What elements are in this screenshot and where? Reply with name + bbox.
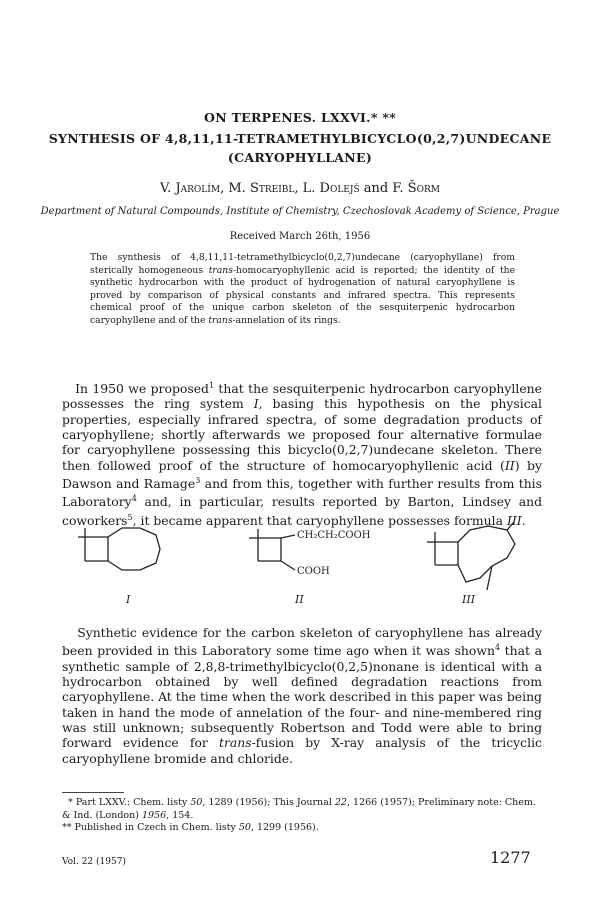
author-sep-2: , (294, 181, 299, 196)
page-number: 1277 (490, 848, 531, 867)
p1-em-1: I (253, 396, 259, 412)
footnote-2: ** Published in Czech in Chem. listy 50, 1299 (1956). (62, 822, 319, 833)
author-sep-1: , (220, 181, 225, 196)
affiliation: Department of Natural Compounds, Institute of Chemistry, Czechoslovak Academy of Science, Prague (40, 206, 560, 217)
p1-em-2: II (504, 457, 515, 473)
title-line-1: ON TERPENES. LXXVI.* ** (204, 110, 396, 125)
footnote-1: * Part LXXV.: Chem. listy 50, 1289 (1956); This Journal 22, 1266 (1957); Preliminary note: Chem. & Ind. (London) 1956, 154. (62, 797, 536, 821)
p2-text-1: Synthetic evidence for the carbon skeleton of caryophyllene has already been provided in this Laboratory some time ago when it was shown (62, 625, 542, 659)
received-date: Received March 26th, 1956 (229, 231, 371, 242)
p2-text-2: that a synthetic sample of 2,8,8-trimethylbicyclo(0,2,5)nonane is identical with a hydrocarbon obtained by well defined degradation reactions from caryophyllene. At the time when the work described in this paper was being taken in hand the mode of annelation of the four- and nine-membered ring was still unknown; subsequently Robertson and Todd were able to bring forward evidence for (62, 643, 542, 751)
abstract-part-2: -homocaryophyllenic acid is reported; the identity of the synthetic hydrocarbon with the product of hydrogenation of natural caryophyllene is proved by comparison of physical constants and infrared spectra. This represents chemical proof of the unique carbon skeleton of the sesquiterpenic hydrocarbon caryophyllene and of the (90, 264, 516, 326)
substituent-top: CH₂CH₂COOH (297, 530, 371, 541)
p2-em-1: trans (218, 735, 252, 751)
author-1-surname: Jarolím (175, 181, 221, 196)
footnote-rule (62, 792, 124, 793)
abstract-part-3: -annelation of its rings. (232, 314, 341, 326)
p1-ref-3: 4 (131, 494, 137, 504)
p1-text-2: that the sesquiterpenic hydrocarbon caryophyllene possesses the ring system (62, 381, 542, 412)
abstract-part-1: The synthesis of 4,8,11,11-tetramethylbicyclo(0,2,7)undecane (caryophyllane) from sterically homogeneous (90, 252, 515, 276)
p1-text-4: ) by Dawson and Ramage (62, 457, 542, 492)
title-line-3: (CARYOPHYLLANE) (227, 150, 373, 165)
volume-info: Vol. 22 (1957) (62, 857, 126, 867)
structure-III-drawing (427, 522, 515, 590)
p2-ref-1: 4 (494, 643, 501, 653)
abstract-em-1: trans (208, 264, 233, 276)
p2-text-3: -fusion by X-ray analysis of the tricyclic caryophyllene bromide and chloride. (62, 735, 542, 766)
p1-ref-1: 1 (208, 381, 215, 390)
p1-text-6: and, in particular, results reported by Barton, Lindsey and coworkers (62, 494, 542, 528)
author-4-surname: Šorm (407, 181, 440, 196)
author-and: and (363, 181, 389, 196)
p1-text-1: In 1950 we proposed (75, 381, 209, 397)
author-1-initial: V. (160, 181, 172, 196)
author-2-initial: M. (228, 181, 246, 196)
author-2-surname: Streibl (249, 181, 295, 196)
footnotes (62, 797, 542, 835)
title-line-2: SYNTHESIS OF 4,8,11,11-TETRAMETHYLBICYCLO(0,2,7)UNDECANE (48, 131, 552, 146)
p1-ref-2: 3 (195, 475, 201, 485)
p1-ref-4: 5 (127, 512, 133, 522)
label-I: I (126, 593, 131, 606)
label-II: II (295, 593, 304, 606)
label-III: III (462, 593, 476, 606)
author-4-initial: F. (392, 181, 404, 196)
p1-text-3: , basing this hypothesis on the physical properties, especially infrared spectra, of some degradation products of caryophyllene; shortly afterwards we proposed four alternative formulae for caryophyllene possessing this bicyclo(0,2,7)undecane skeleton. There then followed proof of the structure of homocaryophyllenic acid ( (62, 396, 542, 473)
paragraph-2 (62, 625, 542, 766)
author-3-surname: Dolejš (319, 181, 360, 196)
author-3-initial: L. (302, 181, 316, 196)
p1-text-7: , it became apparent that caryophyllene possesses formula (132, 512, 507, 528)
substituent-bottom: COOH (297, 566, 330, 577)
abstract-em-2: trans (208, 314, 233, 326)
structure-II-drawing (249, 529, 295, 570)
structure-I-drawing (78, 528, 160, 570)
p1-text-8: . (521, 512, 526, 528)
p1-em-3: III (506, 512, 522, 528)
p1-text-5: and from this, together with further results from this Laboratory (62, 476, 543, 510)
